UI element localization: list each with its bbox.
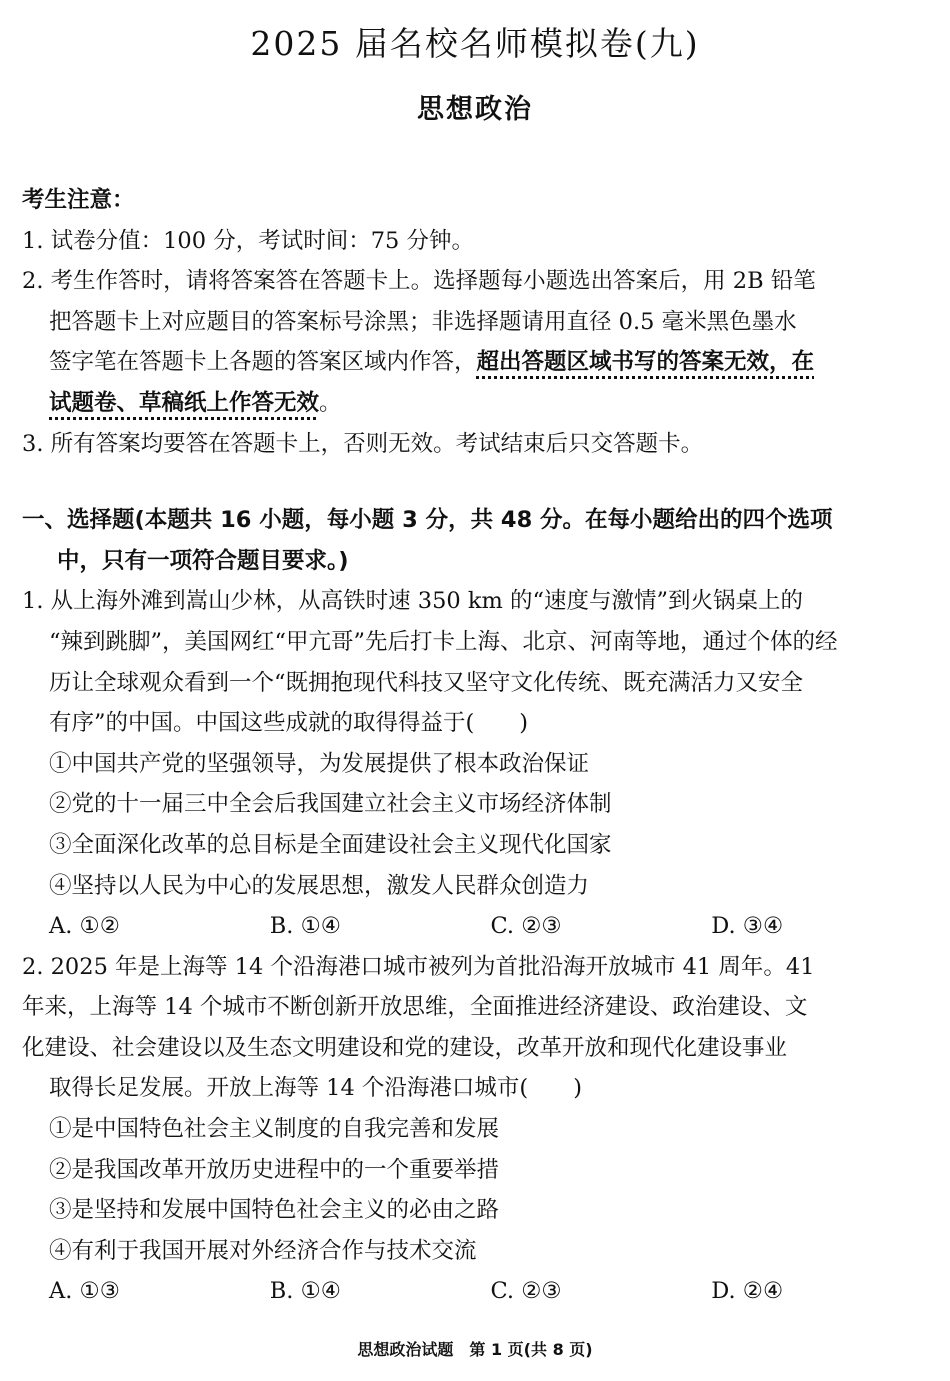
question-1-options (22, 906, 932, 947)
question-2-option-a: A. ①③ (49, 1278, 120, 1305)
question-2-stem-line-1: 2. 2025 年是上海等 14 个沿海港口城市被列为首批沿海开放城市 41 周年。41 (22, 953, 815, 980)
section-heading-line-2: 中，只有一项符合题目要求。) (57, 547, 349, 574)
notice-item-2-line-1: 2. 考生作答时，请将答案答在答题卡上。选择题每小题选出答案后，用 2B 铅笔 (22, 268, 816, 295)
question-1-stem-line-4: 有序”的中国。中国这些成就的取得得益于( ) (49, 710, 529, 737)
notice-item-2-line-4 (22, 383, 932, 424)
question-1-option-c: C. ②③ (490, 913, 562, 940)
question-2-stem-line-2: 年来，上海等 14 个城市不断创新开放思维，全面推进经济建设、政治建设、文 (22, 994, 808, 1021)
exam-body (22, 180, 932, 1312)
question-1-statement-4: ④坚持以人民为中心的发展思想，激发人民群众创造力 (49, 872, 590, 899)
question-1-option-d: D. ③④ (711, 913, 784, 940)
notice-item-3: 3. 所有答案均要答在答题卡上，否则无效。考试结束后只交答题卡。 (22, 430, 704, 457)
question-1 (22, 581, 932, 946)
question-2-statement-3: ③是坚持和发展中国特色社会主义的必由之路 (49, 1197, 500, 1224)
question-2-stem-line-3: 化建设、社会建设以及生态文明建设和党的建设，改革开放和现代化建设事业 (22, 1034, 788, 1061)
page-footer: 思想政治试题 第 1 页(共 8 页) (357, 1340, 593, 1359)
notice-item-2-line-3 (22, 342, 932, 383)
notice-emphasis-text-2: 试题卷、草稿纸上作答无效 (49, 389, 320, 416)
notice-heading: 考生注意： (22, 187, 135, 213)
question-1-stem-line-1: 1. 从上海外滩到嵩山少林，从高铁时速 350 km 的“速度与激情”到火锅桌上的 (22, 588, 803, 615)
question-1-stem-line-2: “辣到跳脚”，美国网红“甲亢哥”先后打卡上海、北京、河南等地，通过个体的经 (49, 628, 838, 655)
notice-emphasis-text: 超出答题区域书写的答案无效，在 (476, 349, 815, 376)
question-1-option-a: A. ①② (49, 913, 120, 940)
question-2-statement-4: ④有利于我国开展对外经济合作与技术交流 (49, 1237, 477, 1264)
notice-item-2-line-3-plain: 签字笔在答题卡上各题的答案区域内作答， (49, 349, 477, 376)
question-1-option-b: B. ①④ (269, 913, 341, 940)
notice-item-2-line-2: 把答题卡上对应题目的答案标号涂黑；非选择题请用直径 0.5 毫米黑色墨水 (49, 308, 797, 335)
subject-title: 思想政治 (417, 94, 533, 125)
question-1-stem-line-3: 历让全球观众看到一个“既拥抱现代科技又坚守文化传统、既充满活力又安全 (49, 669, 804, 696)
section-gap (22, 464, 932, 500)
notice-item-2-line-4-end: 。 (319, 389, 342, 416)
question-1-statement-2: ②党的十一届三中全会后我国建立社会主义市场经济体制 (49, 791, 612, 818)
notice-item-1: 1. 试卷分值：100 分，考试时间：75 分钟。 (22, 227, 475, 254)
question-1-statement-1: ①中国共产党的坚强领导，为发展提供了根本政治保证 (49, 750, 590, 777)
exam-title: 2025 届名校名师模拟卷(九) (250, 24, 700, 63)
question-2-options (22, 1271, 932, 1312)
question-2-option-b: B. ①④ (269, 1278, 341, 1305)
section-heading-line-1: 一、选择题(本题共 16 小题，每小题 3 分，共 48 分。在每小题给出的四个选项 (22, 507, 833, 534)
question-2-stem-line-4: 取得长足发展。开放上海等 14 个沿海港口城市( ) (49, 1075, 582, 1102)
question-1-statement-3: ③全面深化改革的总目标是全面建设社会主义现代化国家 (49, 831, 612, 858)
question-2-statement-2: ②是我国改革开放历史进程中的一个重要举措 (49, 1156, 500, 1183)
question-2-statement-1: ①是中国特色社会主义制度的自我完善和发展 (49, 1116, 500, 1143)
question-2-option-c: C. ②③ (490, 1278, 562, 1305)
question-2 (22, 947, 932, 1312)
question-2-option-d: D. ②④ (711, 1278, 784, 1305)
